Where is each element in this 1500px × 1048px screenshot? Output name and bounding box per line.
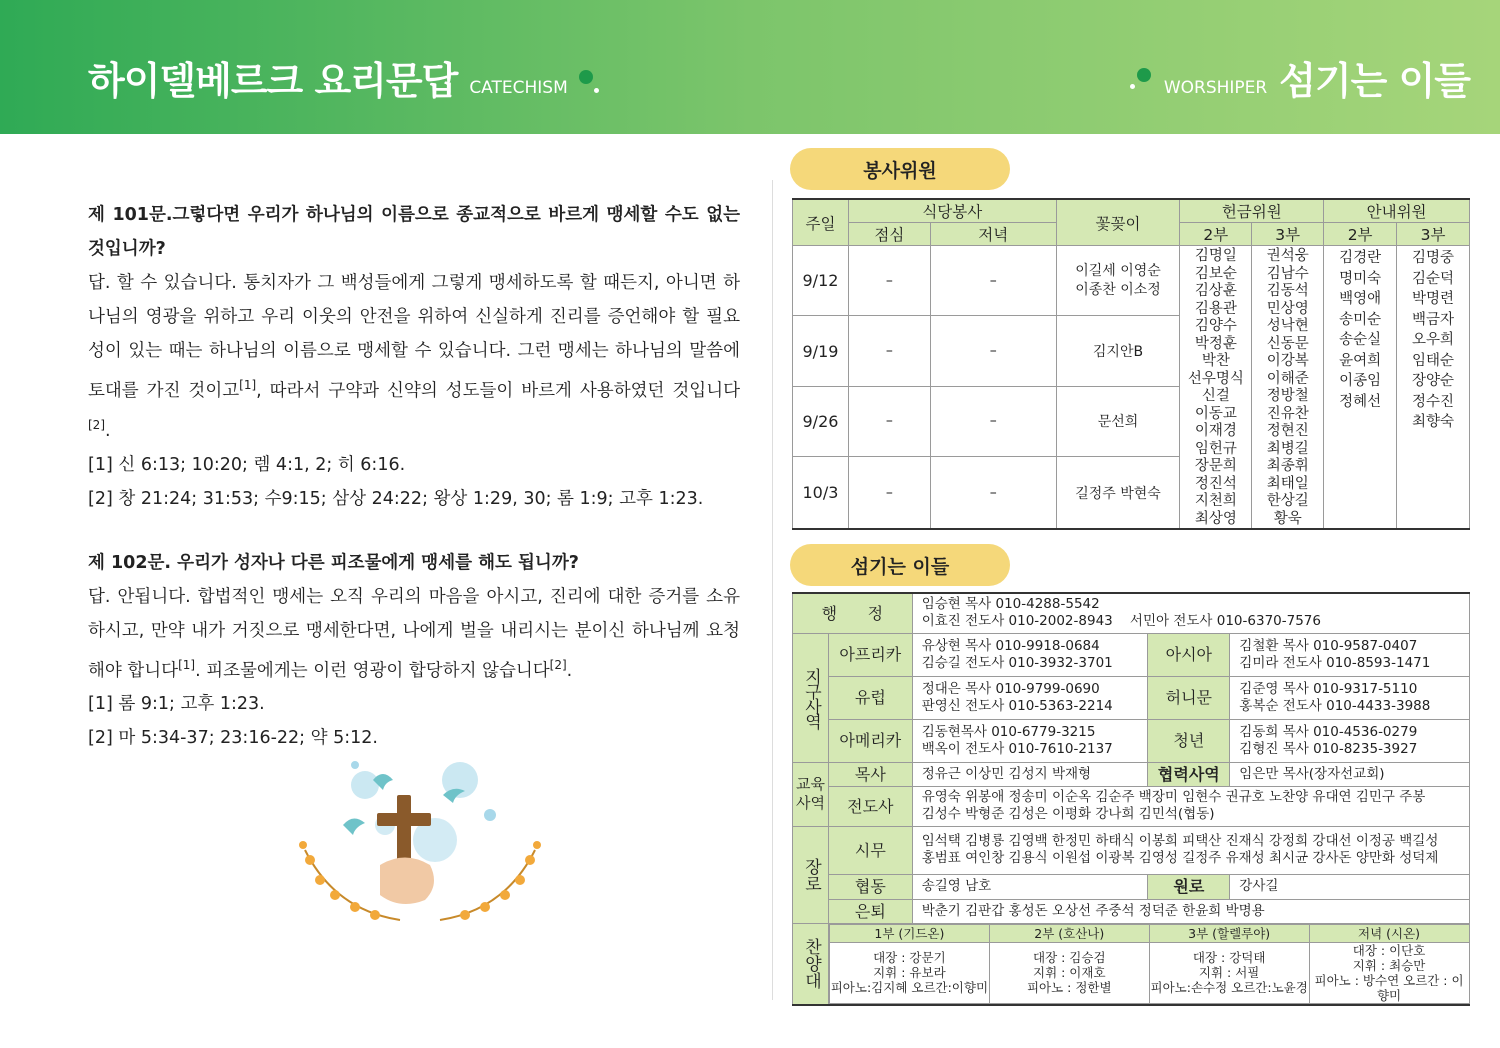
dot-icon (594, 88, 599, 93)
cross-wreath-illustration (285, 755, 555, 930)
header-usher-2: 2부 (1324, 223, 1397, 246)
header-lunch: 점심 (848, 223, 930, 246)
servants-label: 섬기는 이들 (790, 544, 1010, 586)
catechism-subtitle: CATECHISM (469, 78, 568, 98)
header-usher-3: 3부 (1397, 223, 1470, 246)
dot-icon (579, 70, 593, 84)
dot-icon (1130, 84, 1135, 89)
worshiper-subtitle: WORSHIPER (1163, 78, 1268, 98)
table-row: 9/19 – – 김지안B (793, 316, 1470, 386)
hands-icon (380, 858, 434, 905)
edu-label: 교육사역 (793, 762, 829, 826)
header-offering-2: 2부 (1180, 223, 1252, 246)
choir-table: 1부 (기드온) 2부 (호산나) 3부 (할렐루야) 저녁 (시온) 대장 : 강문기 지휘 : 유보라 피아노:김지혜 오르간:이향미 대장 : 김승검 지휘 : 이재호 피아노 : 정한별 대장 : 강덕태 지휘 : 서필 피아노:손수정 오르간:노윤경 대장 : 이단호 지휘 : 최승만 피아노 : 방수연 오르간 : 이향미 (829, 924, 1470, 1004)
offering-3-names: 권석웅 김남수 김동석 민상영 성낙현 신동문 이강복 이해준 정방철 진유찬 정현진 최병길 최종휘 최태일 한상길 황욱 (1252, 246, 1324, 530)
table-row: 9/12 – – 이길세 이영순 이종찬 이소정 김명일 김보순 김상훈 김용관 김양수 박정훈 박찬 선우명식 신걸 이동교 이재경 임헌규 장문희 정진석 지천희 최상영 권석웅 김남수 김동석 민상영 성낙현 신동문 이강복 이해준 정방철 진유찬 정현진 최병길 최종휘 최태일 한상길 황욱 김경란 명미숙 백영애 송미순 송순실 윤여희 이종임 정혜선 김명중 김순덕 박명련 백금자 오우희 임태순 장양순 정수진 최향숙 (793, 246, 1470, 316)
header-meal: 식당봉사 (848, 199, 1056, 223)
dot-icon (1137, 68, 1151, 82)
usher-2-names: 김경란 명미숙 백영애 송미순 송순실 윤여희 이종임 정혜선 (1324, 246, 1397, 530)
worshiper-title: 섬기는 이들 (1279, 59, 1470, 103)
column-divider (772, 180, 773, 1000)
offering-2-names: 김명일 김보순 김상훈 김용관 김양수 박정훈 박찬 선우명식 신걸 이동교 이재경 임헌규 장문희 정진석 지천희 최상영 (1180, 246, 1252, 530)
header-date: 주일 (793, 199, 849, 246)
elder-label: 장로 (793, 826, 829, 923)
service-committee-label: 봉사위원 (790, 148, 1010, 190)
table-row: 10/3 – – 길정주 박현숙 (793, 457, 1470, 529)
catechism-heading (88, 59, 568, 103)
reference-101-2: [2] 창 21:24; 31:53; 수9:15; 삼상 24:22; 왕상 1:29, 30; 롬 1:9; 고후 1:23. (88, 488, 704, 509)
service-committee-table (792, 198, 1470, 530)
catechism-title: 하이델베르크 요리문답 (88, 59, 458, 103)
usher-3-names: 김명중 김순덕 박명련 백금자 오우희 임태순 장양순 정수진 최향숙 (1397, 246, 1470, 530)
answer-102: 답. 안됩니다. 합법적인 맹세는 오직 우리의 마음을 아시고, 진리에 대한 증거를 소유하시고, 만약 내가 거짓으로 맹세한다면, 나에게 벌을 내리시는 분이신 하나님께 요청해야 합니다[1]. 피조물에게는 이런 영광이 합당하지 않습니다[2]. (88, 586, 740, 681)
header-usher: 안내위원 (1324, 199, 1470, 223)
question-102: 제 102문. 우리가 성자나 다른 피조물에게 맹세를 해도 됩니까? (88, 552, 579, 573)
servants-table: 행 정 임승현 목사 010-4288-5542 이효진 전도사 010-2002-8943 서민아 전도사 010-6370-7576 지구사역 아프리카 유상현 목사 010-9918-0684 김승길 전도사 010-3932-3701 아시아 김철환 목사 010-9587-0407 김미라 전도사 010-8593-1471 유럽 정대은 목사 010-9799-0690 판영신 전도사 010-5363-2214 허니문 김준영 목사 010-9317-5110 홍복순 전도사 010-4433-3988 아메리카 김동현목사 010-6779-3215 백옥이 전도사 010-7610-2137 청년 김동희 목사 010-4536-0279 김형진 목사 010-8235-3927 교육사역 목사 정유근 이상민 김성지 박재형 협력사역 임은만 목사(장자선교회) 전도사 유영숙 위봉애 정송미 이순옥 김순주 백장미 임현수 권규호 노찬양 유대연 김민구 주봉 김성수 박형준 김성은 이평화 강나희 김민석(협동) 장로 시무 임석택 김병룡 김영백 한정민 하태식 이봉희 피택산 진재식 강정희 강대선 이정공 백길성 홍범표 여인창 김용식 이원섭 이광복 김영성 길정주 유재성 최시균 강사돈 양만화 성덕제 협동 송길영 남호 원로 강사길 은퇴 박춘기 김판갑 홍성돈 오상선 주중석 정덕준 한윤희 박명용 찬양대 1부 (기드온) 2부 (호산나) 3부 (할렐루야) 저녁 (시온) 대장 : 강문기 지휘 : 유보라 피아노:김지혜 오르간:이향미 대장 : 김승검 지휘 : 이재호 피아노 : 정한별 대장 : 강덕태 지휘 : 서필 피아노:손수정 오르간:노윤경 대장 : 이단호 지휘 : 최승만 피아노 : 방수연 오르간 : 이향미 (792, 592, 1470, 1006)
table-row: 9/26 – – 문선희 (793, 386, 1470, 456)
worshiper-heading (1163, 59, 1470, 103)
header-dinner: 저녁 (930, 223, 1056, 246)
choir-label: 찬양대 (793, 923, 829, 1005)
question-101: 제 101문.그렇다면 우리가 하나님의 이름으로 종교적으로 바르게 맹세할 수도 없는 것입니까? (88, 205, 740, 259)
admin-label: 행 정 (793, 593, 913, 633)
catechism-text (88, 198, 740, 755)
reference-102-1: [1] 롬 9:1; 고후 1:23. (88, 694, 265, 715)
header-offering: 헌금위원 (1180, 199, 1324, 223)
reference-101-1: [1] 신 6:13; 10:20; 렘 4:1, 2; 히 6:16. (88, 454, 406, 475)
page-header (0, 0, 1500, 134)
dove-icon (343, 818, 365, 835)
region-label: 지구사역 (793, 633, 829, 762)
answer-101: 답. 할 수 있습니다. 통치자가 그 백성들에게 그렇게 맹세하도록 할 때든지, 아니면 하나님의 영광을 위하고 우리 이웃의 안전을 위하여 신실하게 진리를 증언해야 할 필요성이 있는 때는 하나님의 이름으로 맹세할 수 있습니다. 그런 맹세는 하나님의 말씀에 토대를 가진 것이고[1], 따라서 구약과 신약의 성도들이 바르게 사용하였던 것입니다[2]. (88, 273, 741, 441)
header-offering-3: 3부 (1252, 223, 1324, 246)
header-flower: 꽃꽂이 (1056, 199, 1180, 246)
reference-102-2: [2] 마 5:34-37; 23:16-22; 약 5:12. (88, 728, 378, 749)
